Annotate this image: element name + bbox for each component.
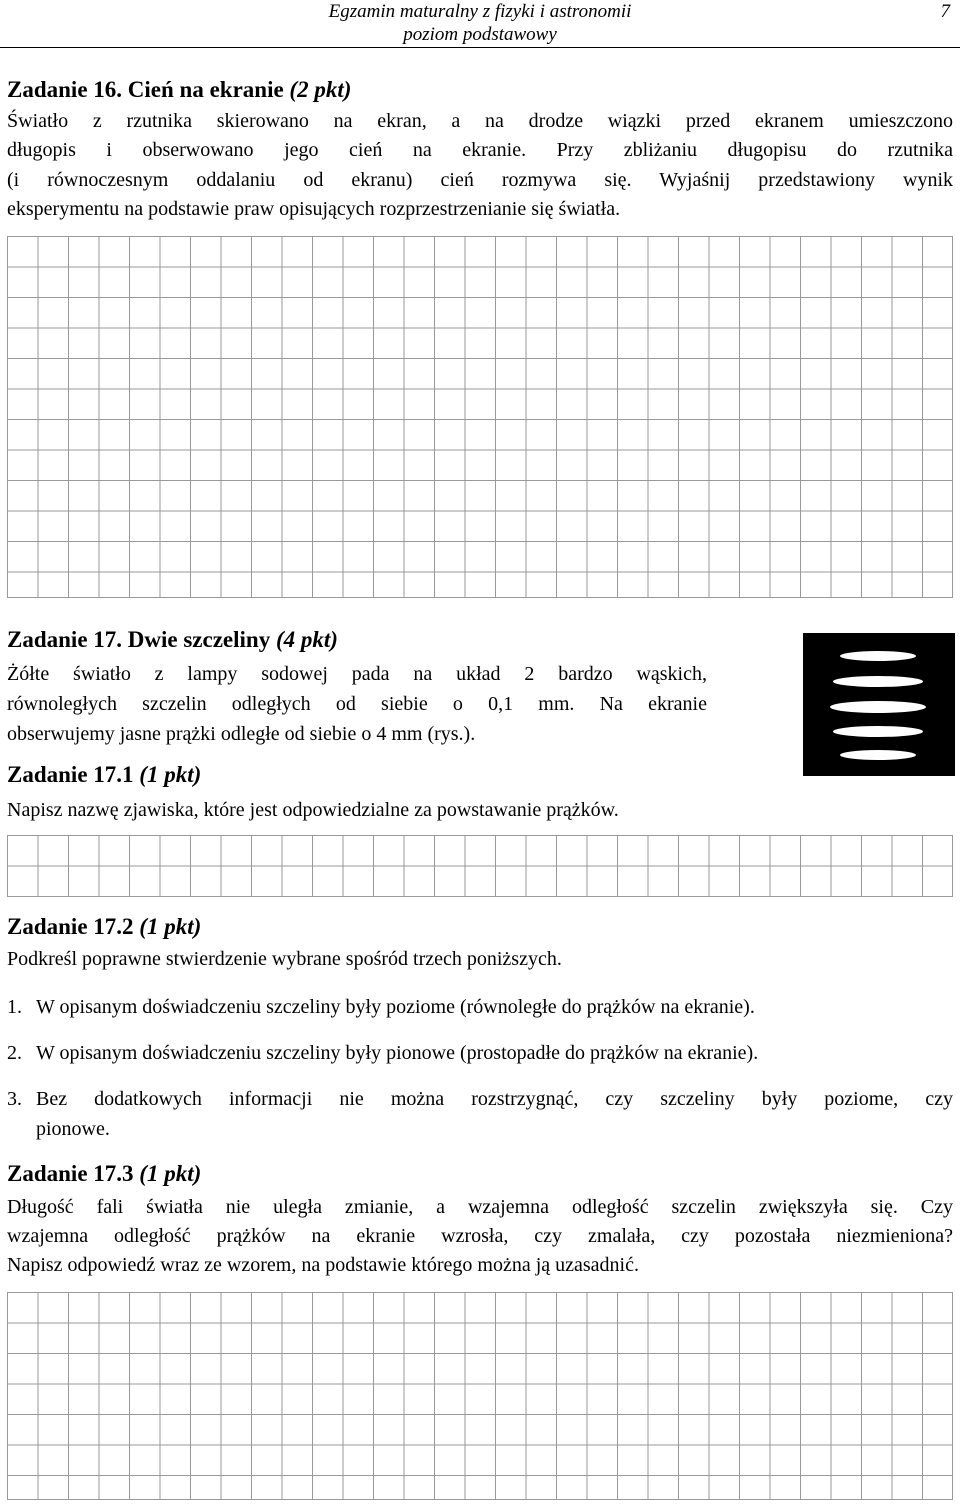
task17-3-line: Długość fali światła nie uległa zmianie, a wzajemna odległość szczelin zwiększyła się. Czy — [7, 1196, 953, 1218]
task17-2-text — [7, 945, 953, 974]
task17-3-title: Zadanie 17.3 (1 pkt) — [7, 1161, 202, 1186]
header-divider — [0, 47, 960, 48]
task16-line: Światło z rzutnika skierowano na ekran, a na drodze wiązki przed ekranem umieszczono — [7, 110, 953, 132]
option-number: 1. — [7, 996, 22, 1018]
task17-line: Żółte światło z lampy sodowej pada na układ 2 bardzo wąskich, — [7, 663, 707, 685]
task17-1-line: Napisz nazwę zjawiska, które jest odpowiedzialne za powstawanie prążków. — [7, 799, 619, 821]
page-number: 7 — [940, 1, 950, 22]
option-number: 2. — [7, 1042, 22, 1064]
exam-title: Egzamin maturalny z fizyki i astronomii — [328, 1, 632, 22]
task17-1-answer-grid[interactable] — [7, 835, 953, 897]
interference-fringes-figure — [803, 633, 955, 776]
option-number: 3. — [7, 1088, 22, 1110]
task17-3-text — [7, 1193, 953, 1280]
fringe — [830, 701, 926, 713]
option-text: W opisanym doświadczeniu szczeliny były poziome (równoległe do prążków na ekranie). — [36, 996, 755, 1018]
task17-text — [7, 659, 707, 749]
task17-line: obserwujemy jasne prążki odległe od siebie o 4 mm (rys.). — [7, 723, 476, 745]
task17-3-line: Napisz odpowiedź wraz ze wzorem, na podstawie którego można ją uzasadnić. — [7, 1254, 639, 1276]
option-text: W opisanym doświadczeniu szczeliny były pionowe (prostopadłe do prążków na ekranie). — [36, 1042, 759, 1064]
task17-2-line: Podkreśl poprawne stwierdzenie wybrane spośród trzech poniższych. — [7, 948, 562, 970]
task17-3-line: wzajemna odległość prążków na ekranie wzrosła, czy zmalała, czy pozostała niezmieniona? — [7, 1225, 953, 1247]
exam-level: poziom podstawowy — [403, 24, 557, 45]
task17-2-points: (1 pkt) — [139, 914, 202, 939]
task16-line: (i równoczesnym oddalaniu od ekranu) cień rozmywa się. Wyjaśnij przedstawiony wynik — [7, 168, 953, 191]
task17-3-answer-grid[interactable] — [7, 1292, 953, 1500]
task16-line: długopis i obserwowano jego cień na ekranie. Przy zbliżaniu długopisu do rzutnika — [7, 139, 953, 162]
task17-3-points: (1 pkt) — [139, 1161, 202, 1186]
task16-points: (2 pkt) — [289, 77, 352, 102]
task16-text — [7, 107, 953, 224]
task17-2-title: Zadanie 17.2 (1 pkt) — [7, 914, 202, 939]
option-2[interactable] — [7, 1038, 953, 1068]
option-3[interactable] — [7, 1084, 953, 1144]
fringe — [833, 676, 923, 687]
task17-points: (4 pkt) — [275, 627, 338, 652]
fringe — [840, 750, 916, 760]
task17-line: równoległych szczelin odległych od siebie o 0,1 mm. Na ekranie — [7, 693, 707, 715]
task16-title: Zadanie 16. Cień na ekranie (2 pkt) — [7, 77, 352, 102]
task16-line: eksperymentu na podstawie praw opisujących rozprzestrzenianie się światła. — [7, 197, 621, 220]
task17-1-title: Zadanie 17.1 (1 pkt) — [7, 762, 202, 787]
task16-answer-grid[interactable] — [7, 236, 953, 598]
task17-1-text — [7, 795, 807, 825]
fringe — [840, 651, 916, 661]
option-1[interactable] — [7, 992, 953, 1022]
page-header — [0, 0, 960, 48]
task17-1-points: (1 pkt) — [139, 762, 202, 787]
fringe — [833, 726, 923, 737]
task17-title: Zadanie 17. Dwie szczeliny (4 pkt) — [7, 627, 338, 652]
option-text: Bez dodatkowych informacji nie można rozstrzygnąć, czy szczeliny były poziome, czy pionowe. — [36, 1088, 953, 1140]
